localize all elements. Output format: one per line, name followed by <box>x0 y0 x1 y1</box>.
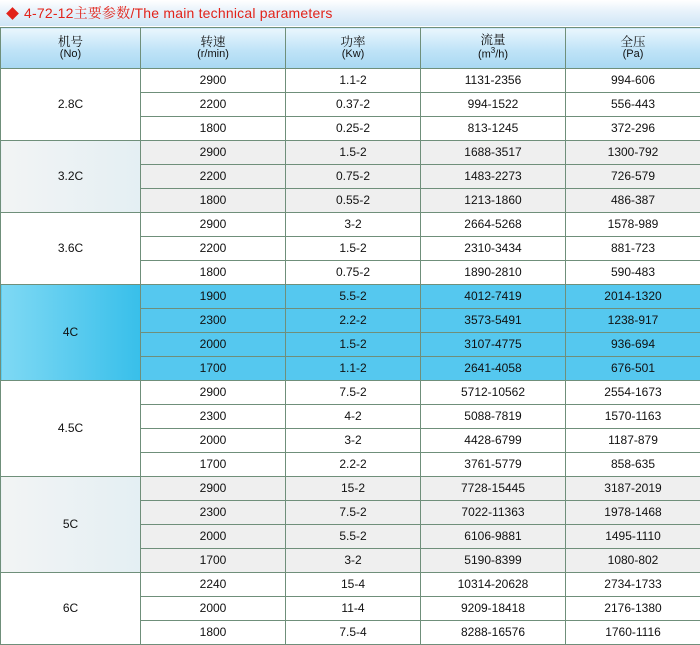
speed-cell: 2900 <box>141 477 286 501</box>
table-header-row <box>1 28 700 69</box>
power-cell: 3-2 <box>286 213 421 237</box>
power-cell: 0.37-2 <box>286 93 421 117</box>
flow-cell: 1483-2273 <box>421 165 566 189</box>
power-cell: 1.1-2 <box>286 357 421 381</box>
speed-cell: 1800 <box>141 621 286 645</box>
pressure-cell: 590-483 <box>566 261 700 285</box>
power-cell: 0.75-2 <box>286 165 421 189</box>
power-cell: 5.5-2 <box>286 525 421 549</box>
table-row <box>1 285 700 309</box>
pressure-cell: 994-606 <box>566 69 700 93</box>
column-header-model: 机号 (No) <box>1 28 141 69</box>
table-body <box>1 69 700 645</box>
flow-cell: 3107-4775 <box>421 333 566 357</box>
page-title: 4-72-12主要参数/The main technical parameters <box>24 3 333 23</box>
pressure-cell: 372-296 <box>566 117 700 141</box>
table-row <box>1 213 700 237</box>
speed-cell: 1900 <box>141 285 286 309</box>
power-cell: 7.5-2 <box>286 381 421 405</box>
pressure-cell: 1570-1163 <box>566 405 700 429</box>
speed-cell: 1800 <box>141 261 286 285</box>
power-cell: 3-2 <box>286 429 421 453</box>
pressure-cell: 1978-1468 <box>566 501 700 525</box>
flow-cell: 2310-3434 <box>421 237 566 261</box>
column-header-speed: 转速 (r/min) <box>141 28 286 69</box>
speed-cell: 2900 <box>141 141 286 165</box>
speed-cell: 2200 <box>141 93 286 117</box>
speed-cell: 2000 <box>141 525 286 549</box>
speed-cell: 1700 <box>141 453 286 477</box>
power-cell: 4-2 <box>286 405 421 429</box>
pressure-cell: 676-501 <box>566 357 700 381</box>
flow-cell: 1890-2810 <box>421 261 566 285</box>
power-cell: 0.75-2 <box>286 261 421 285</box>
pressure-cell: 1760-1116 <box>566 621 700 645</box>
speed-cell: 2900 <box>141 381 286 405</box>
flow-cell: 3761-5779 <box>421 453 566 477</box>
flow-cell: 1213-1860 <box>421 189 566 213</box>
table-row <box>1 69 700 93</box>
power-cell: 1.5-2 <box>286 141 421 165</box>
flow-cell: 8288-16576 <box>421 621 566 645</box>
power-cell: 0.55-2 <box>286 189 421 213</box>
speed-cell: 2300 <box>141 501 286 525</box>
model-cell: 4.5C <box>1 381 141 477</box>
flow-cell: 1688-3517 <box>421 141 566 165</box>
power-cell: 7.5-4 <box>286 621 421 645</box>
power-cell: 1.5-2 <box>286 333 421 357</box>
pressure-cell: 1187-879 <box>566 429 700 453</box>
column-header-power: 功率 (Kw) <box>286 28 421 69</box>
flow-cell: 2664-5268 <box>421 213 566 237</box>
speed-cell: 2240 <box>141 573 286 597</box>
model-cell: 4C <box>1 285 141 381</box>
table-row <box>1 477 700 501</box>
flow-unit-label: $(m^3/h)$ <box>421 47 565 61</box>
flow-cell: 5190-8399 <box>421 549 566 573</box>
power-cell: 2.2-2 <box>286 309 421 333</box>
model-cell: 3.2C <box>1 141 141 213</box>
page-title-bar <box>0 0 700 27</box>
flow-cell: 4428-6799 <box>421 429 566 453</box>
pressure-cell: 1238-917 <box>566 309 700 333</box>
speed-cell: 2200 <box>141 165 286 189</box>
model-cell: 2.8C <box>1 69 141 141</box>
flow-cell: 5088-7819 <box>421 405 566 429</box>
table-row <box>1 141 700 165</box>
pressure-cell: 1495-1110 <box>566 525 700 549</box>
model-cell: 5C <box>1 477 141 573</box>
pressure-cell: 1300-792 <box>566 141 700 165</box>
flow-cell: 1131-2356 <box>421 69 566 93</box>
pressure-cell: 2014-1320 <box>566 285 700 309</box>
pressure-cell: 486-387 <box>566 189 700 213</box>
speed-cell: 2200 <box>141 237 286 261</box>
flow-cell: 7728-15445 <box>421 477 566 501</box>
power-cell: 3-2 <box>286 549 421 573</box>
pressure-cell: 556-443 <box>566 93 700 117</box>
flow-cell: 2641-4058 <box>421 357 566 381</box>
pressure-cell: 1578-989 <box>566 213 700 237</box>
speed-cell: 2900 <box>141 213 286 237</box>
power-cell: 5.5-2 <box>286 285 421 309</box>
pressure-cell: 936-694 <box>566 333 700 357</box>
red-diamond-bullet-icon <box>6 7 19 20</box>
power-cell: 1.1-2 <box>286 69 421 93</box>
flow-cell: 4012-7419 <box>421 285 566 309</box>
speed-cell: 2300 <box>141 405 286 429</box>
speed-cell: 2000 <box>141 333 286 357</box>
table-row <box>1 381 700 405</box>
flow-cell: 994-1522 <box>421 93 566 117</box>
power-cell: 1.5-2 <box>286 237 421 261</box>
power-cell: 2.2-2 <box>286 453 421 477</box>
flow-cell: 5712-10562 <box>421 381 566 405</box>
speed-cell: 1700 <box>141 549 286 573</box>
speed-cell: 2900 <box>141 69 286 93</box>
column-header-flow: 流量 $(m^3/h)$ <box>421 28 566 69</box>
pressure-cell: 881-723 <box>566 237 700 261</box>
model-cell: 3.6C <box>1 213 141 285</box>
speed-cell: 1700 <box>141 357 286 381</box>
speed-cell: 2300 <box>141 309 286 333</box>
pressure-cell: 2734-1733 <box>566 573 700 597</box>
speed-cell: 1800 <box>141 117 286 141</box>
speed-cell: 2000 <box>141 597 286 621</box>
power-cell: 0.25-2 <box>286 117 421 141</box>
pressure-cell: 858-635 <box>566 453 700 477</box>
flow-cell: 10314-20628 <box>421 573 566 597</box>
flow-cell: 813-1245 <box>421 117 566 141</box>
pressure-cell: 3187-2019 <box>566 477 700 501</box>
flow-cell: 3573-5491 <box>421 309 566 333</box>
power-cell: 11-4 <box>286 597 421 621</box>
speed-cell: 1800 <box>141 189 286 213</box>
flow-cell: 9209-18418 <box>421 597 566 621</box>
power-cell: 15-4 <box>286 573 421 597</box>
pressure-cell: 1080-802 <box>566 549 700 573</box>
column-header-pressure: 全压 (Pa) <box>566 28 700 69</box>
technical-parameters-table <box>0 27 700 645</box>
speed-cell: 2000 <box>141 429 286 453</box>
flow-cell: 7022-11363 <box>421 501 566 525</box>
flow-cell: 6106-9881 <box>421 525 566 549</box>
power-cell: 15-2 <box>286 477 421 501</box>
model-cell: 6C <box>1 573 141 645</box>
pressure-cell: 2554-1673 <box>566 381 700 405</box>
pressure-cell: 726-579 <box>566 165 700 189</box>
power-cell: 7.5-2 <box>286 501 421 525</box>
pressure-cell: 2176-1380 <box>566 597 700 621</box>
